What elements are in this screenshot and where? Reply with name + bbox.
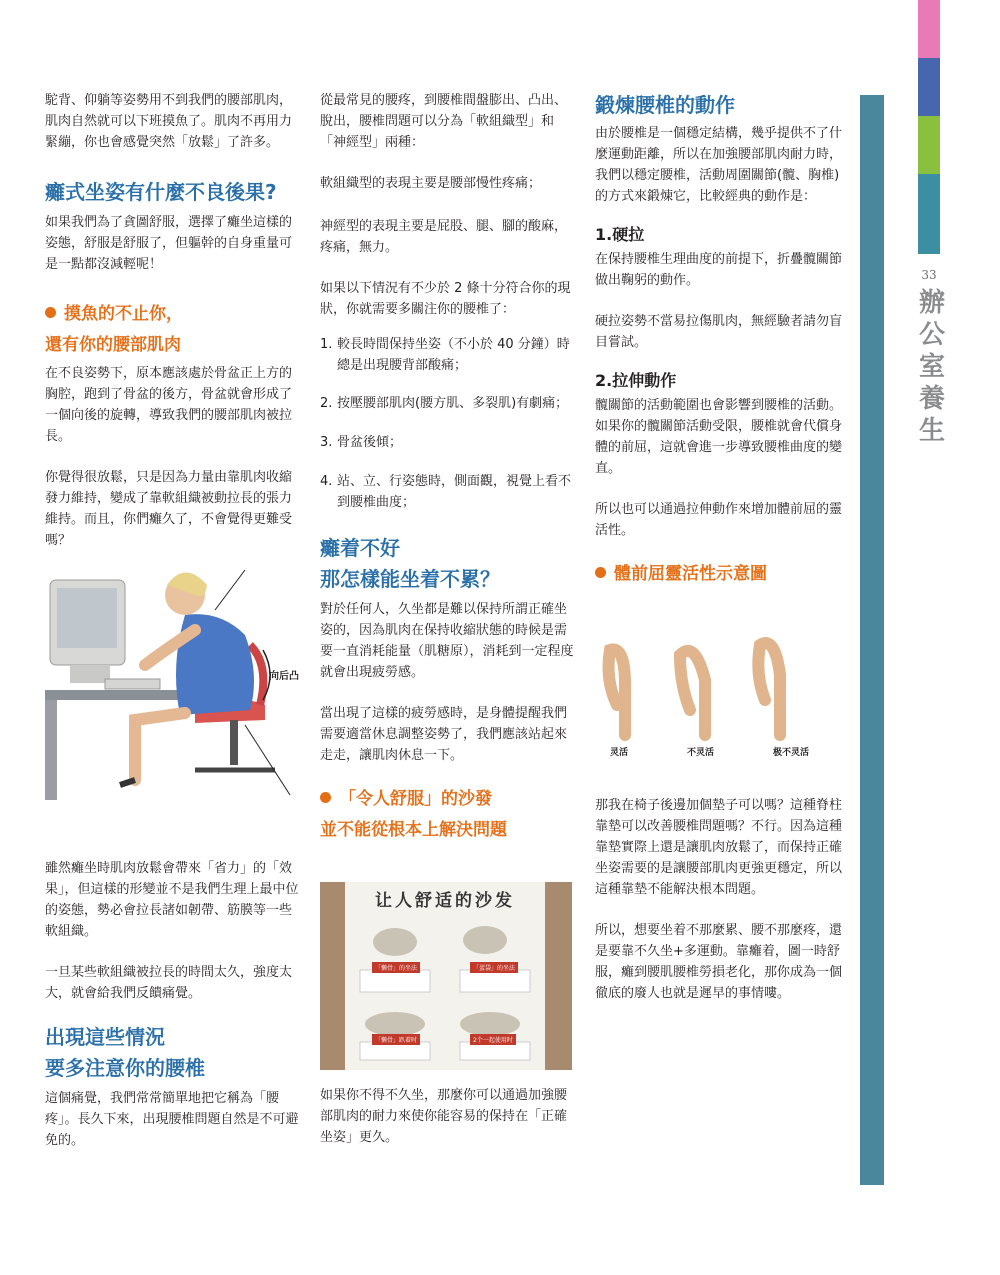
paragraph: 這個痛覺，我們常常簡單地把它稱為「腰疼」。長久下來，出現腰椎問題自然是不可避免的。	[45, 1091, 299, 1148]
list-item: 4. 站、立、行姿態時，側面觀，視覺上看不到腰椎曲度；	[320, 474, 572, 510]
subheading-slacking	[45, 299, 301, 330]
bullet-dot-icon	[45, 307, 56, 318]
color-tab-blue	[918, 58, 940, 116]
subheading-sofa: 「令人舒服」的沙發	[320, 784, 574, 815]
bullet-dot-icon	[320, 792, 331, 803]
column-1-lower	[45, 858, 301, 1151]
heading-exercise: 鍛煉腰椎的動作	[595, 93, 735, 117]
column-3-lower	[595, 795, 849, 1004]
heading-watch-spine-line1: 出現這些情況	[45, 1025, 165, 1049]
paragraph: 如果你不得不久坐，那麼你可以通過加強腰部肌肉的耐力來使你能容易的保持在「正確坐姿」更久。	[320, 1088, 568, 1145]
paragraph: 一旦某些軟組織被拉長的時間太久，強度太大，就會給我們反饋痛覺。	[45, 965, 293, 1001]
paragraph: 對於任何人，久坐都是難以保持所謂正確坐姿的，因為肌肉在保持收縮狀態的時候是需要一直消耗能量（肌糖原），消耗到一定程度就會出現疲勞感。	[320, 602, 574, 680]
subheading-sofa-line2: 並不能從根本上解決問題	[320, 820, 507, 840]
paragraph: 在保持腰椎生理曲度的前提下，折疊髖關節做出鞠躬的動作。	[595, 252, 843, 288]
page-number: 33	[921, 268, 937, 282]
column-1	[45, 90, 301, 551]
paragraph: 你覺得很放鬆，只是因為力量由靠肌肉收縮發力維持，變成了靠軟組織被動拉長的張力維持。而且，你們癱久了，不會覺得更難受嗎？	[45, 470, 293, 548]
heading-how-to-sit-line2: 那怎樣能坐着不累？	[320, 567, 500, 591]
symptom-list	[320, 334, 574, 513]
paragraph: 神經型的表現主要是屁股、腿、腳的酸麻，疼痛，無力。	[320, 219, 568, 255]
paragraph: 在不良姿勢下，原本應該處於骨盆正上方的胸腔，跑到了骨盆的後方，骨盆就會形成了一個向後的旋轉，導致我們的腰部肌肉被拉長。	[45, 366, 293, 444]
paragraph: 如果以下情況有不少於 2 條十分符合你的現狀，你就需要多關注你的腰椎了：	[320, 281, 571, 317]
sofa-label: 「懒骨」趴着时	[372, 1034, 420, 1045]
paragraph: 當出現了這樣的疲勞感時，是身體提醒我們需要適當休息調整姿勢了，我們應該站起來走走，讓肌肉休息一下。	[320, 706, 568, 763]
list-item: 2. 按壓腰部肌肉(腰方肌、多裂肌)有劇痛；	[320, 396, 569, 411]
slouching-posture-illustration	[45, 555, 300, 805]
color-tab-green	[918, 116, 940, 174]
paragraph: 雖然癱坐時肌肉放鬆會帶來「省力」的「效果」，但這樣的形變並不是我們生理上最中位的姿態，勢必會拉長諸如韌帶、筋膜等一些軟組織。	[45, 861, 299, 939]
list-item: 3. 骨盆後傾；	[320, 435, 403, 450]
paragraph: 從最常見的腰疼，到腰椎間盤膨出、凸出、脫出，腰椎問題可以分為「軟組織型」和「神經型」兩種：	[320, 93, 568, 150]
sofa-label: 2个一起使用时	[470, 1034, 516, 1045]
section-title	[914, 288, 944, 455]
color-tab-pink	[918, 0, 940, 58]
sofa-poster-photo	[320, 882, 572, 1070]
figure-label: 灵活	[610, 748, 629, 758]
paragraph: 如果我們為了貪圖舒服，選擇了癱坐這樣的姿態，舒服是舒服了，但軀幹的自身重量可是一點都沒減輕呢！	[45, 215, 293, 272]
paragraph: 那我在椅子後邊加個墊子可以嗎？這種脊柱靠墊可以改善腰椎問題嗎？不行。因為這種靠墊實際上還是讓肌肉放鬆了，而保持正確坐姿需要的是讓腰部肌肉更強更穩定，所以這種靠墊不能解決根本問題。	[595, 798, 843, 897]
figure-label: 极不灵活	[773, 748, 810, 758]
heading-bad-posture: 癱式坐姿有什麼不良後果?	[45, 180, 277, 204]
paragraph: 硬拉姿勢不當易拉傷肌肉，無經驗者請勿盲目嘗試。	[595, 314, 843, 350]
column-2-lower	[320, 1085, 574, 1148]
forward-bend-illustration	[595, 630, 849, 765]
paragraph: 駝背、仰躺等姿勢用不到我們的腰部肌肉，肌肉自然就可以下班摸魚了。肌肉不再用力緊繃，你也會感覺突然「放鬆」了許多。	[45, 93, 293, 150]
sofa-label: 「蛋袋」的坐法	[470, 962, 518, 973]
heading-deadlift: 1.硬拉	[595, 225, 645, 244]
subheading-flexibility: 體前屈靈活性示意圖	[595, 559, 849, 590]
section-title-text: 辦公室養生	[914, 288, 945, 448]
sofa-poster-title: 让人舒适的沙发	[375, 891, 515, 911]
side-bar	[860, 95, 884, 1185]
column-3	[595, 90, 849, 590]
color-tab-teal	[918, 174, 940, 254]
subheading-line1: 摸魚的不止你，	[64, 304, 183, 324]
list-item: 1. 較長時間保持坐姿（不小於 40 分鐘）時總是出現腰背部酸痛；	[320, 337, 570, 373]
figure-label: 不灵活	[687, 748, 715, 758]
paragraph: 由於腰椎是一個穩定結構，幾乎提供不了什麼運動距離，所以在加強腰部肌肉耐力時，我們以穩定腰椎，活動周圍關節(髖、胸椎)的方式來鍛煉它，比較經典的動作是：	[595, 126, 843, 204]
bullet-dot-icon	[595, 567, 606, 578]
heading-watch-spine-line2: 要多注意你的腰椎	[45, 1056, 205, 1080]
sofa-label: 「懒骨」的坐法	[372, 962, 420, 973]
paragraph: 所以，想要坐着不那麼累、腰不那麼疼，還是要靠不久坐+多運動。靠癱着，圖一時舒服，癱到腰肌腰椎勞損老化，那你成為一個徹底的廢人也就是遲早的事情嘍。	[595, 923, 843, 1001]
heading-how-to-sit-line1: 癱着不好	[320, 536, 400, 560]
column-2	[320, 90, 574, 846]
paragraph: 軟組織型的表現主要是腰部慢性疼痛；	[320, 176, 542, 191]
paragraph: 所以也可以通過拉伸動作來增加體前屈的靈活性。	[595, 502, 843, 538]
paragraph: 髖關節的活動範圍也會影響到腰椎的活動。如果你的髖關節活動受限，腰椎就會代償身體的前屈，這就會進一步導致腰椎曲度的變直。	[595, 398, 843, 476]
heading-stretch: 2.拉伸動作	[595, 371, 677, 390]
figure-label: 向后凸	[269, 671, 299, 682]
subheading-line2: 還有你的腰部肌肉	[45, 335, 181, 355]
